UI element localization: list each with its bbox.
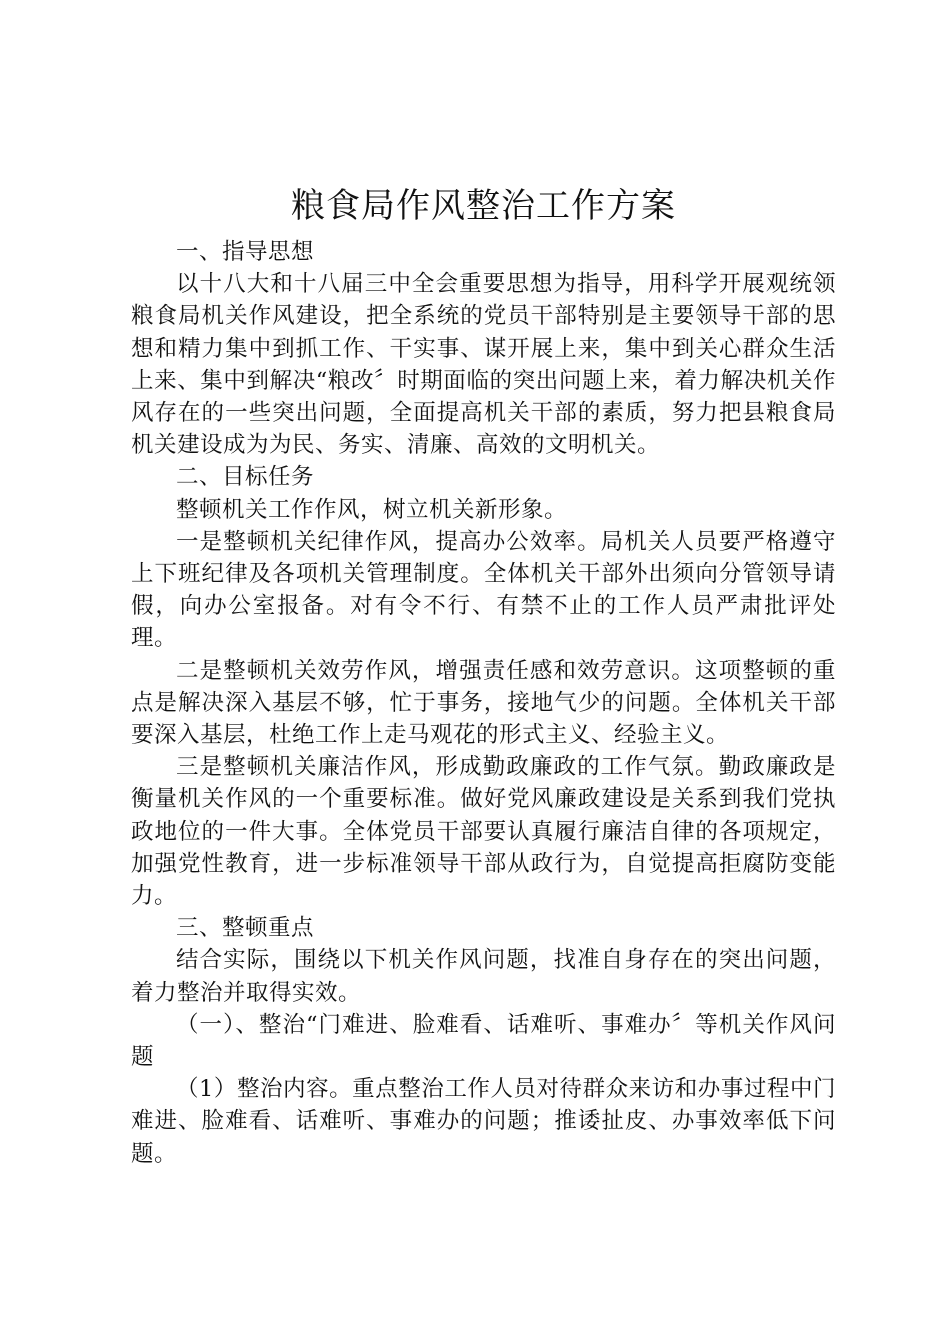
paragraph-integrity: 三是整顿机关廉洁作风，形成勤政廉政的工作气氛。勤政廉政是衡量机关作风的一个重要标准。做好党风廉政建设是关系到我们党执政地位的一件大事。全体党员干部要认真履行廉洁自律的各项规定，加强党性教育，进一步标准领导干部从政行为，自觉提高拒腐防变能力。 — [131, 754, 836, 910]
section-heading-key-points: 三、整顿重点 — [176, 915, 315, 942]
paragraph-key-points-intro: 结合实际，围绕以下机关作风问题，找准自身存在的突出问题，着力整治并取得实效。 — [131, 947, 836, 1006]
document-page — [131, 178, 836, 1170]
paragraph-goals-summary: 整顿机关工作作风，树立机关新形象。 — [176, 496, 568, 523]
paragraph-guiding-ideology: 以十八大和十八届三中全会重要思想为指导，用科学开展观统领粮食局机关作风建设，把全系统的党员干部特别是主要领导干部的思想和精力集中到抓工作、干实事、谋开展上来，集中到关心群众生活上来、集中到解决“粮改〞时期面临的突出问题上来，着力解决机关作风存在的一些突出问题，全面提高机关干部的素质，努力把县粮食局机关建设成为为民、务实、清廉、高效的文明机关。 — [131, 271, 836, 459]
paragraph-discipline: 一是整顿机关纪律作风，提高办公效率。局机关人员要严格遵守上下班纪律及各项机关管理制度。全体机关干部外出须向分管领导请假，向办公室报备。对有令不行、有禁不止的工作人员严肃批评处理。 — [131, 528, 836, 652]
paragraph-service: 二是整顿机关效劳作风，增强责任感和效劳意识。这项整顿的重点是解决深入基层不够，忙于事务，接地气少的问题。全体机关干部要深入基层，杜绝工作上走马观花的形式主义、经验主义。 — [131, 657, 836, 749]
subsection-heading-one: （一）、整治“门难进、脸难看、话难听、事难办〞等机关作风问题 — [131, 1011, 836, 1071]
paragraph-rectification-content: （1）整治内容。重点整治工作人员对待群众来访和办事过程中门难进、脸难看、话难听、事难办的问题；推诿扯皮、办事效率低下问题。 — [131, 1076, 836, 1167]
section-heading-goals: 二、目标任务 — [176, 464, 315, 491]
document-title: 粮食局作风整治工作方案 — [291, 186, 676, 226]
section-heading-guiding-ideology: 一、指导思想 — [176, 239, 315, 265]
